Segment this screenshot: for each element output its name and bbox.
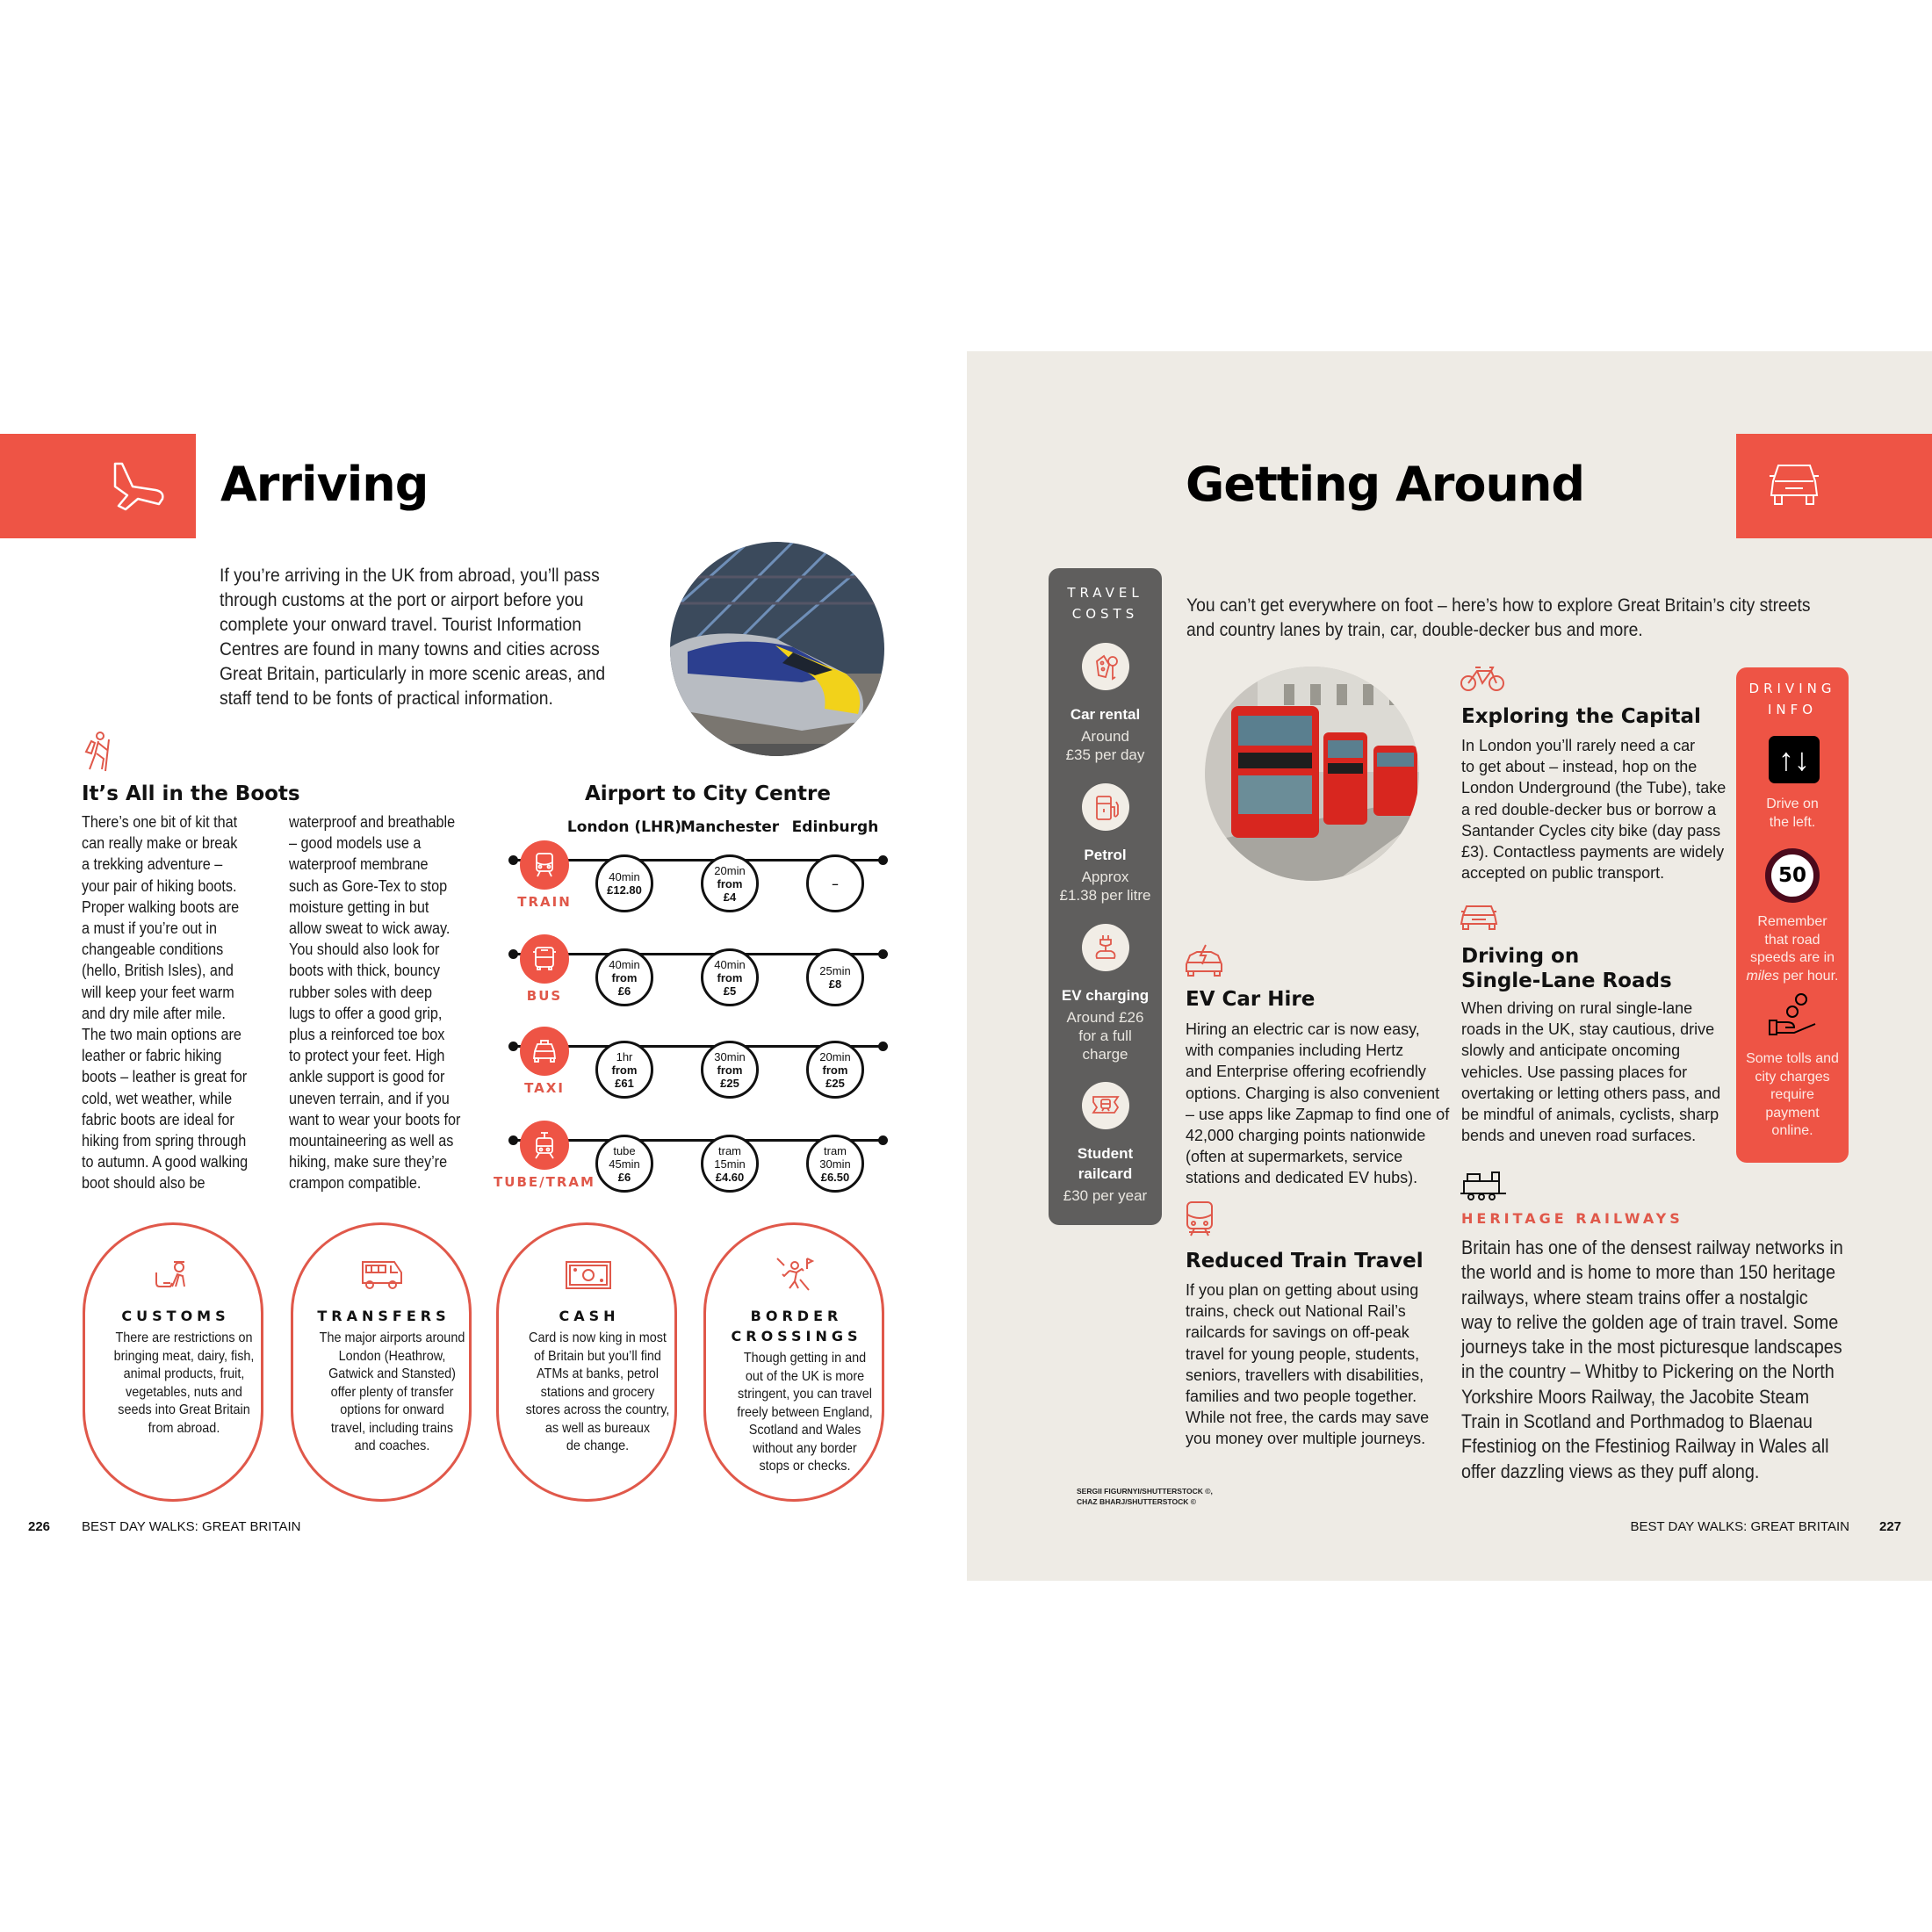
eurostar-train-photo xyxy=(670,542,884,756)
stop-duration: 1hr xyxy=(616,1049,633,1063)
text-line: – use apps like Zapmap to find one of xyxy=(1186,1105,1450,1123)
arriving-header-block xyxy=(0,434,196,538)
ev-plug-icon xyxy=(1082,924,1129,971)
london-buses-photo xyxy=(1205,667,1419,881)
route-stop xyxy=(595,1041,653,1099)
text-line: Hiring an electric car is now easy, xyxy=(1186,1020,1420,1038)
stop-price: from xyxy=(611,970,638,984)
stop-duration: 15min xyxy=(714,1157,746,1171)
stop-duration: 40min xyxy=(609,870,640,883)
taxi-icon xyxy=(520,1027,569,1076)
stop-price: £4.60 xyxy=(715,1170,745,1184)
text-line: boots – leather is great for xyxy=(82,1068,248,1086)
text-line: you money over multiple journeys. xyxy=(1186,1430,1426,1448)
boots-heading: It’s All in the Boots xyxy=(82,782,300,805)
text-line: hiking from spring through xyxy=(82,1132,247,1150)
route-stop xyxy=(701,1041,759,1099)
coins-hand-icon xyxy=(1768,992,1819,1040)
route-end-dot xyxy=(508,1042,518,1051)
drive-left-note: Drive on the left. xyxy=(1766,797,1819,830)
driving-body xyxy=(1461,998,1720,1146)
driving-heading: Driving on Single-Lane Roads xyxy=(1461,945,1672,992)
travel-cost-label: Petrol xyxy=(1084,847,1127,863)
ev-heading: EV Car Hire xyxy=(1186,988,1316,1011)
heritage-body xyxy=(1461,1236,1843,1484)
tip-body: There are restrictions on bringing meat, dairy, fish, animal products, fruit, vegetables, nuts and seeds into Great Britain from abroad. xyxy=(113,1330,255,1436)
stop-duration: tram xyxy=(718,1143,741,1157)
text-line: You should also look for xyxy=(289,941,440,959)
text-line: waterproof membrane xyxy=(289,855,429,874)
getting-around-intro xyxy=(1186,594,1914,643)
text-line: London Underground (the Tube), take xyxy=(1461,779,1727,797)
text-line: Britain has one of the densest railway networks in xyxy=(1461,1236,1843,1258)
mode-label: BUS xyxy=(526,988,563,1004)
page-title-arriving: Arriving xyxy=(220,457,429,512)
capital-heading: Exploring the Capital xyxy=(1461,705,1701,728)
stop-duration: 20min xyxy=(714,863,746,877)
text-line: slowly and anticipate oncoming xyxy=(1461,1042,1681,1060)
text-line: While not free, the cards may save xyxy=(1186,1409,1430,1427)
car-front-icon xyxy=(1766,460,1822,509)
page-number-left: 226 xyxy=(28,1519,51,1534)
text-line: journeys take in the most picturesque landscapes xyxy=(1461,1336,1842,1359)
stop-duration: 30min xyxy=(714,1049,746,1063)
text-line: changeable conditions xyxy=(82,941,224,959)
route-stop xyxy=(595,948,653,1006)
train-icon xyxy=(1186,1200,1214,1237)
text-line: When driving on rural single-lane xyxy=(1461,999,1693,1017)
text-line: vehicles. Use passing places for xyxy=(1461,1063,1688,1081)
train-body xyxy=(1186,1280,1429,1450)
intro-line: and country lanes by train, car, double-decker bus and more. xyxy=(1186,620,1643,640)
route-stop xyxy=(806,854,864,912)
text-line: a must if you’re out in xyxy=(82,919,217,938)
car-icon xyxy=(1460,903,1498,931)
text-line: to get about – instead, hop on the xyxy=(1461,758,1698,776)
travel-cost-label: Student railcard xyxy=(1077,1145,1134,1182)
border-walker-icon xyxy=(772,1257,821,1294)
text-line: fabric boots are ideal for xyxy=(82,1110,234,1128)
page-number-right: 227 xyxy=(1879,1519,1902,1534)
text-line: mountaineering as well as xyxy=(289,1132,454,1150)
route-stop xyxy=(595,1135,653,1193)
text-line: a trekking adventure – xyxy=(82,855,223,874)
stop-price: £12.80 xyxy=(607,883,642,897)
tip-pill-border xyxy=(703,1222,884,1502)
route-end-dot xyxy=(508,855,518,865)
page-title-getting-around: Getting Around xyxy=(1186,457,1585,512)
hiker-icon xyxy=(81,731,116,773)
footer-book-title-left: BEST DAY WALKS: GREAT BRITAIN xyxy=(82,1519,301,1534)
boots-column-1 xyxy=(82,811,248,1194)
stop-duration: 40min xyxy=(609,957,640,971)
tip-body: The major airports around London (Heathrow, Gatwick and Stansted) offer plenty of transfer options for onward travel, including trains and coaches. xyxy=(319,1330,465,1453)
text-line: – good models use a xyxy=(289,834,422,853)
tip-title: TRANSFERS xyxy=(317,1308,451,1324)
text-line: the world and is home to more than 150 heritage xyxy=(1461,1261,1835,1284)
text-line: Yorkshire Moors Railway, the Jacobite Steam xyxy=(1461,1385,1810,1408)
text-line: want to wear your boots for xyxy=(289,1110,461,1128)
shuttle-bus-icon xyxy=(359,1257,408,1294)
route-stop xyxy=(806,1041,864,1099)
tip-title: CUSTOMS xyxy=(121,1308,230,1324)
tip-body: Though getting in and out of the UK is more stringent, you can travel freely between England, Scotland and Wales without any border stops or checks. xyxy=(737,1351,873,1474)
travel-cost-value: £30 per year xyxy=(1063,1187,1148,1204)
text-line: leather or fabric hiking xyxy=(82,1047,222,1065)
arriving-intro xyxy=(220,564,639,711)
travel-cost-item xyxy=(1049,783,1162,905)
text-line: allow sweat to wick away. xyxy=(289,919,451,938)
text-line: your pair of hiking boots. xyxy=(82,876,237,895)
tip-pill-cash xyxy=(496,1222,677,1502)
stop-price: from xyxy=(822,1063,848,1077)
speed-limit-value: 50 xyxy=(1777,864,1806,887)
stop-duration: tram xyxy=(824,1143,847,1157)
text-line: cold, wet weather, while xyxy=(82,1089,233,1107)
text-line: crampon compatible. xyxy=(289,1174,422,1193)
travel-costs-panel xyxy=(1049,568,1162,1225)
fuel-pump-icon xyxy=(1082,783,1129,831)
text-line: Ffestiniog on the Ffestiniog Railway in Wales all xyxy=(1461,1435,1829,1458)
tip-pill-transfers xyxy=(291,1222,472,1502)
tip-title: BORDER CROSSINGS xyxy=(731,1308,862,1344)
text-line: If you plan on getting about using xyxy=(1186,1281,1419,1299)
travel-costs-title: TRAVEL COSTS xyxy=(1067,585,1143,622)
text-line: families and two people together. xyxy=(1186,1388,1417,1406)
column-header: London (LHR) xyxy=(566,818,682,836)
route-stop xyxy=(701,1135,759,1193)
text-line: In London you’ll rarely need a car xyxy=(1461,737,1696,754)
text-line: seniors, travellers with disabilities, xyxy=(1186,1366,1424,1384)
tip-pill-customs xyxy=(83,1222,263,1502)
train-heading: Reduced Train Travel xyxy=(1186,1250,1424,1272)
ev-body xyxy=(1186,1019,1449,1189)
travel-cost-value: Around £26 for a full charge xyxy=(1066,1009,1144,1063)
stop-price: from xyxy=(717,1063,743,1077)
text-line: (hello, British Isles), and xyxy=(82,962,234,980)
text-line: accepted on public transport. xyxy=(1461,864,1665,883)
text-line: Train in Scotland and Porthmadog to Blaenau xyxy=(1461,1410,1813,1433)
text-line: plus a reinforced toe box xyxy=(289,1026,445,1044)
tip-title: CASH xyxy=(559,1308,620,1324)
route-end-dot xyxy=(508,1135,518,1145)
text-line: (often at supermarkets, service xyxy=(1186,1148,1403,1166)
text-line: railways, where steam trains offer a nostalgic xyxy=(1461,1286,1808,1308)
stop-price: £4 xyxy=(723,890,737,904)
text-line: waterproof and breathable xyxy=(289,813,456,831)
getting-around-header-block xyxy=(1736,434,1932,538)
stop-price: £25 xyxy=(825,1076,845,1090)
text-line: boot should also be xyxy=(82,1174,205,1193)
driving-info-title: DRIVING INFO xyxy=(1748,681,1836,717)
text-line: £3). Contactless payments are widely xyxy=(1461,843,1725,861)
text-line: lugs to offer a good grip, xyxy=(289,1004,443,1022)
text-line: and dry mile after mile. xyxy=(82,1004,226,1022)
bicycle-icon xyxy=(1460,666,1505,692)
text-line: can really make or break xyxy=(82,834,238,853)
electric-car-icon xyxy=(1185,943,1223,978)
intro-line: complete your onward travel. Tourist Information xyxy=(220,615,582,635)
route-end-dot xyxy=(878,949,888,959)
column-header: Edinburgh xyxy=(791,818,879,836)
text-line: stations and dedicated EV hubs). xyxy=(1186,1169,1418,1187)
stop-duration: 25min xyxy=(819,964,851,977)
stop-duration: 30min xyxy=(819,1157,851,1171)
intro-line: If you’re arriving in the UK from abroad, you’ll pass xyxy=(220,566,600,586)
stop-price: from xyxy=(717,876,743,890)
route-stop xyxy=(701,854,759,912)
travel-cost-item xyxy=(1049,643,1162,764)
text-line: Proper walking boots are xyxy=(82,898,240,916)
text-line: Santander Cycles city bike (day pass xyxy=(1461,821,1721,840)
travel-cost-label: Car rental xyxy=(1070,706,1141,723)
stop-price: £25 xyxy=(720,1076,739,1090)
stop-price: from xyxy=(611,1063,638,1077)
route-end-dot xyxy=(878,1135,888,1145)
airplane-landing-icon xyxy=(110,460,168,513)
text-line: moisture getting in but xyxy=(289,898,429,916)
route-end-dot xyxy=(508,949,518,959)
boots-column-2 xyxy=(289,811,460,1194)
airport-heading: Airport to City Centre xyxy=(585,782,831,805)
text-line: roads in the UK, stay cautious, drive xyxy=(1461,1020,1715,1039)
route-stop xyxy=(806,1135,864,1193)
text-line: trains, check out National Rail’s xyxy=(1186,1302,1406,1321)
stop-price: £5 xyxy=(723,984,737,998)
text-line: be mindful of animals, cyclists, sharp xyxy=(1461,1106,1719,1124)
stop-price: £61 xyxy=(615,1076,634,1090)
heritage-label: HERITAGE RAILWAYS xyxy=(1461,1210,1683,1227)
car-key-icon xyxy=(1082,643,1129,690)
text-line: with companies including Hertz xyxy=(1186,1042,1404,1060)
route-end-dot xyxy=(878,1042,888,1051)
route-end-dot xyxy=(878,855,888,865)
driving-info-panel xyxy=(1736,667,1849,1163)
text-line: rubber soles with deep xyxy=(289,983,432,1001)
stop-duration: 40min xyxy=(714,957,746,971)
text-line: uneven terrain, and if you xyxy=(289,1089,450,1107)
stop-price: £8 xyxy=(828,977,842,991)
text-line: ankle support is good for xyxy=(289,1068,445,1086)
text-line: overtaking or letting others pass, and xyxy=(1461,1084,1721,1102)
mph-note: Remember that road speeds are in miles per hour. xyxy=(1746,914,1839,984)
stop-duration: 20min xyxy=(819,1049,851,1063)
intro-line: Great Britain, particularly in more scenic areas, and xyxy=(220,664,606,684)
stop-price: £6.50 xyxy=(820,1170,850,1184)
text-line: offer dazzling views as they puff along. xyxy=(1461,1460,1760,1482)
travel-cost-item xyxy=(1049,924,1162,1063)
text-line: travel for young people, students, xyxy=(1186,1344,1420,1363)
travel-cost-item xyxy=(1049,1082,1162,1205)
tip-body: Card is now king in most of Britain but you’ll find ATMs at banks, petrol stations and grocery stores across the country, as well as bureaux de change. xyxy=(525,1330,670,1453)
bus-icon xyxy=(520,934,569,984)
customs-officer-icon xyxy=(151,1257,200,1294)
banknote-icon xyxy=(565,1257,614,1294)
footer-book-title-right: BEST DAY WALKS: GREAT BRITAIN xyxy=(1630,1519,1849,1534)
text-line: to autumn. A good walking xyxy=(82,1153,249,1171)
tram-icon xyxy=(520,1121,569,1170)
photo-credits: SERGII FIGURNYI/SHUTTERSTOCK ©, CHAZ BHARJ/SHUTTERSTOCK © xyxy=(1077,1487,1213,1506)
text-line: a red double-decker bus or borrow a xyxy=(1461,800,1717,818)
speed-limit-sign xyxy=(1765,848,1820,903)
intro-line: Centres are found in many towns and cities across xyxy=(220,639,600,660)
text-line: There’s one bit of kit that xyxy=(82,813,238,831)
text-line: such as Gore-Tex to stop xyxy=(289,876,448,895)
text-line: way to relive the golden age of train travel. Some xyxy=(1461,1310,1839,1333)
column-header: Manchester xyxy=(680,818,780,836)
rail-ticket-icon xyxy=(1082,1082,1129,1129)
route-stop xyxy=(595,854,653,912)
text-line: hiking, make sure they’re xyxy=(289,1153,448,1171)
text-line: and Enterprise offering ecofriendly xyxy=(1186,1063,1426,1081)
steam-locomotive-icon xyxy=(1460,1171,1506,1200)
route-stop xyxy=(701,948,759,1006)
text-line: options. Charging is also convenient xyxy=(1186,1084,1440,1102)
stop-duration: 45min xyxy=(609,1157,640,1171)
text-line: 42,000 charging points nationwide xyxy=(1186,1127,1426,1145)
tolls-note: Some tolls and city charges require payment online. xyxy=(1746,1051,1839,1138)
travel-cost-label: EV charging xyxy=(1061,987,1150,1004)
text-line: in the country – Whitby to Pickering on the North xyxy=(1461,1360,1835,1383)
stop-price: from xyxy=(717,970,743,984)
mode-label: TRAIN xyxy=(517,894,572,910)
stop-price: £6 xyxy=(617,984,631,998)
text-line: boots with thick, bouncy xyxy=(289,962,440,980)
intro-line: You can’t get everywhere on foot – here’s how to explore Great Britain’s city streets xyxy=(1186,595,1811,616)
travel-cost-value: Around £35 per day xyxy=(1065,728,1145,763)
route-stop xyxy=(806,948,864,1006)
text-line: railcards for savings on off-peak xyxy=(1186,1323,1409,1342)
text-line: will keep your feet warm xyxy=(82,983,234,1001)
intro-line: staff tend to be fonts of practical information. xyxy=(220,688,553,709)
two-way-traffic-icon: ↑↓ xyxy=(1769,736,1820,783)
stop-price: £6 xyxy=(617,1170,631,1184)
text-line: The two main options are xyxy=(82,1026,242,1044)
train-icon xyxy=(520,840,569,890)
text-line: bends and uneven road surfaces. xyxy=(1461,1127,1697,1145)
capital-body xyxy=(1461,735,1726,883)
intro-line: through customs at the port or airport before you xyxy=(220,590,584,610)
stop-price: – xyxy=(832,876,839,890)
mode-label: TAXI xyxy=(524,1080,565,1096)
travel-cost-value: Approx £1.38 per litre xyxy=(1059,869,1151,904)
stop-duration: tube xyxy=(613,1143,636,1157)
text-line: to protect your feet. High xyxy=(289,1047,445,1065)
mode-label: TUBE/TRAM xyxy=(494,1174,595,1190)
